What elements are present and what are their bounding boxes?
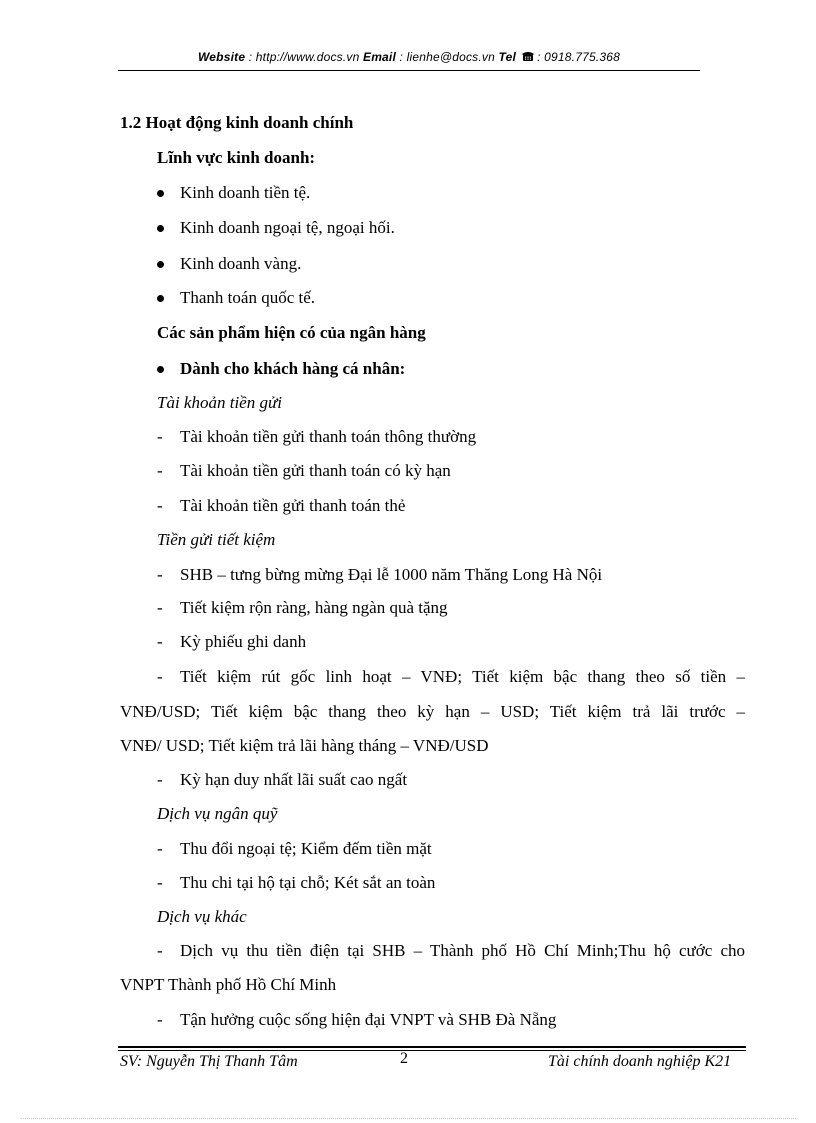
list-item: Tài khoản tiền gửi thanh toán thông thường bbox=[180, 427, 477, 446]
page-bottom-border bbox=[20, 1118, 796, 1119]
products-heading: Các sản phẩm hiện có của ngân hàng bbox=[157, 323, 426, 342]
dash-marker: - bbox=[157, 427, 163, 446]
dash-marker: - bbox=[157, 632, 163, 651]
business-heading: Lĩnh vực kinh doanh: bbox=[157, 148, 316, 167]
dash-marker: - bbox=[157, 1010, 163, 1029]
footer-author: SV: Nguyễn Thị Thanh Tâm bbox=[120, 1053, 298, 1070]
dash-marker: - bbox=[157, 496, 163, 515]
section-title: 1.2 Hoạt động kinh doanh chính bbox=[120, 113, 354, 132]
dash-marker: - bbox=[157, 461, 163, 480]
bullet-icon bbox=[157, 295, 164, 302]
paragraph-line: VNĐ/ USD; Tiết kiệm trả lãi hàng tháng – VNĐ/USD bbox=[120, 736, 489, 755]
header-divider bbox=[118, 70, 700, 71]
dash-marker: - bbox=[157, 565, 163, 584]
email-address[interactable]: : lienhe@docs.vn bbox=[396, 50, 499, 64]
footer-divider-thick bbox=[118, 1046, 746, 1048]
paragraph-line: VNPT Thành phố Hồ Chí Minh bbox=[120, 975, 337, 994]
email-label: Email bbox=[362, 50, 396, 64]
list-item: Tài khoản tiền gửi thanh toán có kỳ hạn bbox=[180, 461, 451, 480]
website-url[interactable]: : http://www.docs.vn bbox=[245, 50, 363, 64]
dash-marker: - bbox=[157, 667, 163, 686]
dash-marker: - bbox=[157, 770, 163, 789]
page-header bbox=[118, 50, 700, 64]
list-item: Kỳ hạn duy nhất lãi suất cao ngất bbox=[180, 770, 408, 789]
tel-number: : 0918.775.368 bbox=[533, 50, 620, 64]
list-item: Tiết kiệm rộn ràng, hàng ngàn quà tặng bbox=[180, 598, 448, 617]
dash-marker: - bbox=[157, 941, 163, 960]
tel-label: Tel bbox=[498, 50, 517, 64]
telephone-icon bbox=[522, 51, 534, 62]
bullet-icon bbox=[157, 366, 164, 373]
treasury-title: Dịch vụ ngân quỹ bbox=[157, 804, 278, 823]
bullet-icon bbox=[157, 190, 164, 197]
list-item: Thanh toán quốc tế. bbox=[180, 288, 316, 307]
list-item: Kinh doanh tiền tệ. bbox=[180, 183, 311, 202]
dash-marker: - bbox=[157, 839, 163, 858]
bullet-icon bbox=[157, 225, 164, 232]
other-services-title: Dịch vụ khác bbox=[157, 907, 247, 926]
website-label: Website bbox=[198, 50, 246, 64]
list-item: Thu đổi ngoại tệ; Kiểm đếm tiền mặt bbox=[180, 839, 432, 858]
deposit-accounts-title: Tài khoản tiền gửi bbox=[157, 393, 282, 412]
footer-course: Tài chính doanh nghiệp K21 bbox=[548, 1053, 732, 1070]
personal-customers-heading: Dành cho khách hàng cá nhân: bbox=[180, 359, 406, 378]
dash-marker: - bbox=[157, 598, 163, 617]
savings-title: Tiền gửi tiết kiệm bbox=[157, 530, 276, 549]
dash-marker: - bbox=[157, 873, 163, 892]
footer-divider-thin bbox=[118, 1050, 746, 1051]
list-item: Tài khoản tiền gửi thanh toán thẻ bbox=[180, 496, 406, 515]
list-item: Kinh doanh vàng. bbox=[180, 254, 302, 273]
paragraph-line: Tiết kiệm rút gốc linh hoạt – VNĐ; Tiết kiệm bậc thang theo số tiền – bbox=[180, 667, 745, 686]
paragraph-line: Dịch vụ thu tiền điện tại SHB – Thành phố Hồ Chí Minh;Thu hộ cước cho bbox=[180, 941, 745, 960]
list-item: Kỳ phiếu ghi danh bbox=[180, 632, 307, 651]
bullet-icon bbox=[157, 261, 164, 268]
list-item: Tận hưởng cuộc sống hiện đại VNPT và SHB Đà Nẵng bbox=[180, 1010, 557, 1029]
list-item: SHB – tưng bừng mừng Đại lễ 1000 năm Thăng Long Hà Nội bbox=[180, 565, 603, 584]
list-item: Kinh doanh ngoại tệ, ngoại hối. bbox=[180, 218, 395, 237]
list-item: Thu chi tại hộ tại chỗ; Két sắt an toàn bbox=[180, 873, 436, 892]
paragraph-line: VNĐ/USD; Tiết kiệm bậc thang theo kỳ hạn – USD; Tiết kiệm trả lãi trước – bbox=[120, 702, 745, 721]
page-number: 2 bbox=[400, 1050, 408, 1067]
